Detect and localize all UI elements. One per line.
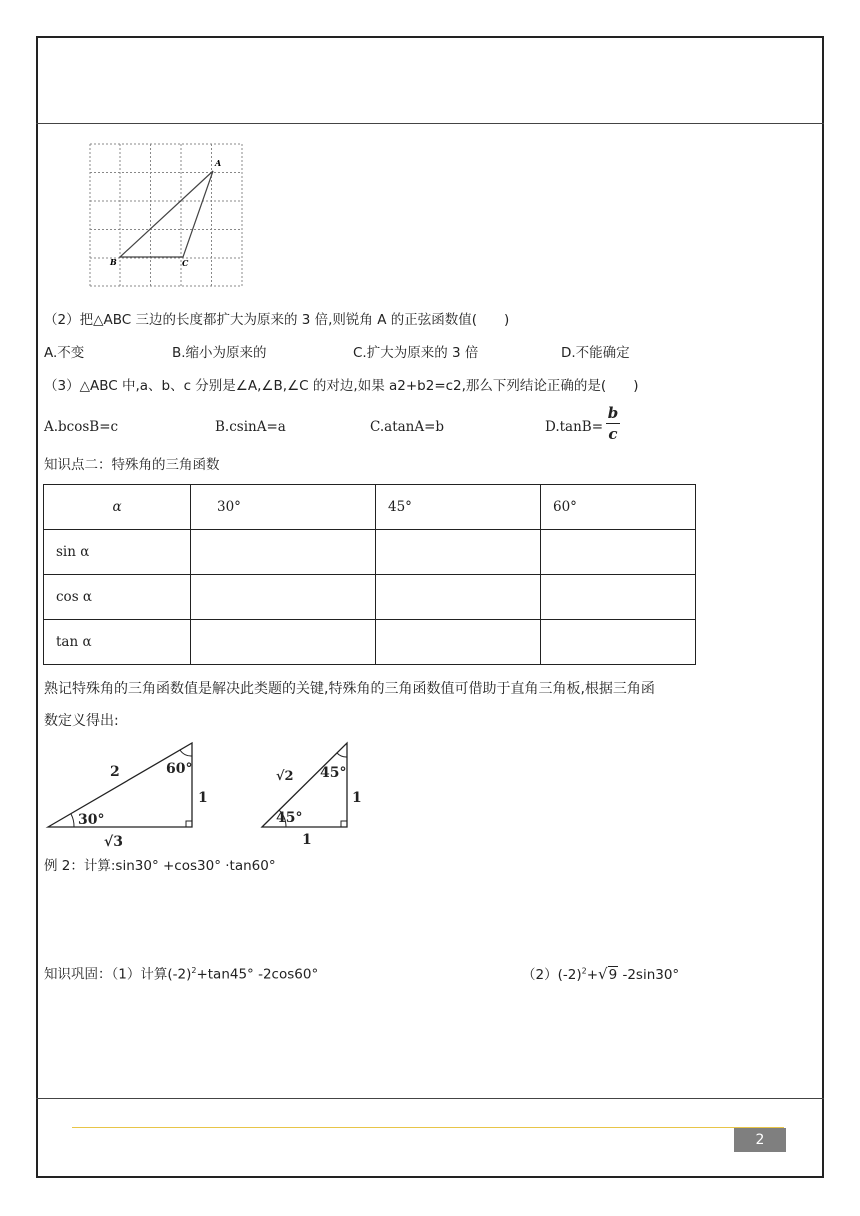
question-2-text: （2）把△ABC 三边的长度都扩大为原来的 3 倍,则锐角 A 的正弦函数值( )	[44, 312, 510, 328]
tri2-base-label: 1	[302, 832, 312, 848]
table-row	[44, 530, 696, 575]
tri2-hypotenuse-label: √2	[276, 769, 294, 784]
question-3-option-a: A.bcosB=c	[44, 419, 119, 435]
fraction-denominator: c	[608, 425, 618, 443]
tri1-base-label: √3	[104, 834, 123, 850]
sqrt-radicand: 9	[608, 967, 618, 983]
tri2-vertical-label: 1	[352, 790, 362, 806]
consolidate-part-2-prefix: （2）(-2)	[522, 967, 582, 983]
fraction-b-over-c	[606, 404, 620, 443]
footer-accent-line	[72, 1127, 784, 1128]
exponent: 2	[581, 966, 587, 976]
sqrt-symbol: √	[598, 965, 608, 983]
vertex-label-b: B	[110, 257, 117, 267]
question-3-option-d: D.tanB=	[545, 419, 604, 435]
table-cell	[191, 620, 376, 665]
table-cell	[376, 575, 541, 620]
question-3-option-b: B.csinA=a	[215, 419, 286, 435]
consolidate-part-2-plus: +	[586, 967, 598, 983]
table-header-cell: 45°	[376, 485, 541, 530]
tri2-left-angle-label: 45°	[276, 810, 303, 826]
footer-divider	[36, 1098, 824, 1099]
consolidate-part-1	[44, 967, 318, 982]
table-cell: cos α	[44, 575, 191, 620]
exponent: 2	[191, 966, 197, 975]
section-2-title: 知识点二：特殊角的三角函数	[44, 457, 220, 473]
paragraph-line-2: 数定义得出:	[44, 713, 119, 729]
question-2-option-d: D.不能确定	[561, 345, 630, 361]
question-3-option-c: C.atanA=b	[370, 419, 445, 435]
table-cell	[541, 575, 696, 620]
tri1-hypotenuse-label: 2	[110, 764, 120, 780]
vertex-label-c: C	[182, 258, 189, 268]
table-header-cell: α	[44, 485, 191, 530]
question-2-option-c: C.扩大为原来的 3 倍	[353, 345, 479, 361]
table-row	[44, 575, 696, 620]
table-cell: sin α	[44, 530, 191, 575]
vertex-label-a: A	[215, 158, 222, 168]
tri1-left-angle-label: 30°	[78, 812, 105, 828]
table-header-cell: 30°	[191, 485, 376, 530]
table-cell	[191, 575, 376, 620]
special-angle-table	[43, 484, 696, 665]
page-number: 2	[734, 1128, 786, 1152]
fraction-numerator: b	[607, 404, 619, 422]
table-cell	[376, 620, 541, 665]
tri1-top-angle-label: 60°	[166, 761, 193, 777]
grid-triangle-figure	[86, 140, 246, 290]
consolidate-part-2-suffix: -2sin30°	[618, 967, 680, 983]
table-cell	[541, 530, 696, 575]
question-2-option-b: B.缩小为原来的	[172, 345, 267, 361]
table-cell: tan α	[44, 620, 191, 665]
table-cell	[191, 530, 376, 575]
example-2-text: 例 2：计算:sin30° +cos30° ·tan60°	[44, 858, 276, 874]
table-cell	[376, 530, 541, 575]
table-header-row	[44, 485, 696, 530]
table-cell	[541, 620, 696, 665]
question-2-option-a: A.不变	[44, 345, 85, 361]
table-header-cell: 60°	[541, 485, 696, 530]
question-3-text: （3）△ABC 中,a、b、c 分别是∠A,∠B,∠C 的对边,如果 a2+b2=c2,那么下列结论正确的是( )	[44, 378, 639, 394]
triangle-30-60-90	[40, 736, 210, 850]
fraction-bar	[606, 423, 620, 424]
consolidate-part-1-suffix: +tan45° -2cos60°	[196, 966, 319, 983]
consolidate-part-1-prefix: 知识巩固：（1）计算(-2)	[44, 966, 192, 983]
tri1-vertical-label: 1	[198, 790, 208, 806]
triangle-45-45-90	[256, 736, 376, 850]
header-divider	[36, 123, 824, 124]
consolidate-part-2	[522, 967, 679, 983]
table-row	[44, 620, 696, 665]
tri2-top-angle-label: 45°	[320, 765, 347, 781]
paragraph-line-1: 熟记特殊角的三角函数值是解决此类题的关键,特殊角的三角函数值可借助于直角三角板,根据三角函	[44, 681, 655, 697]
